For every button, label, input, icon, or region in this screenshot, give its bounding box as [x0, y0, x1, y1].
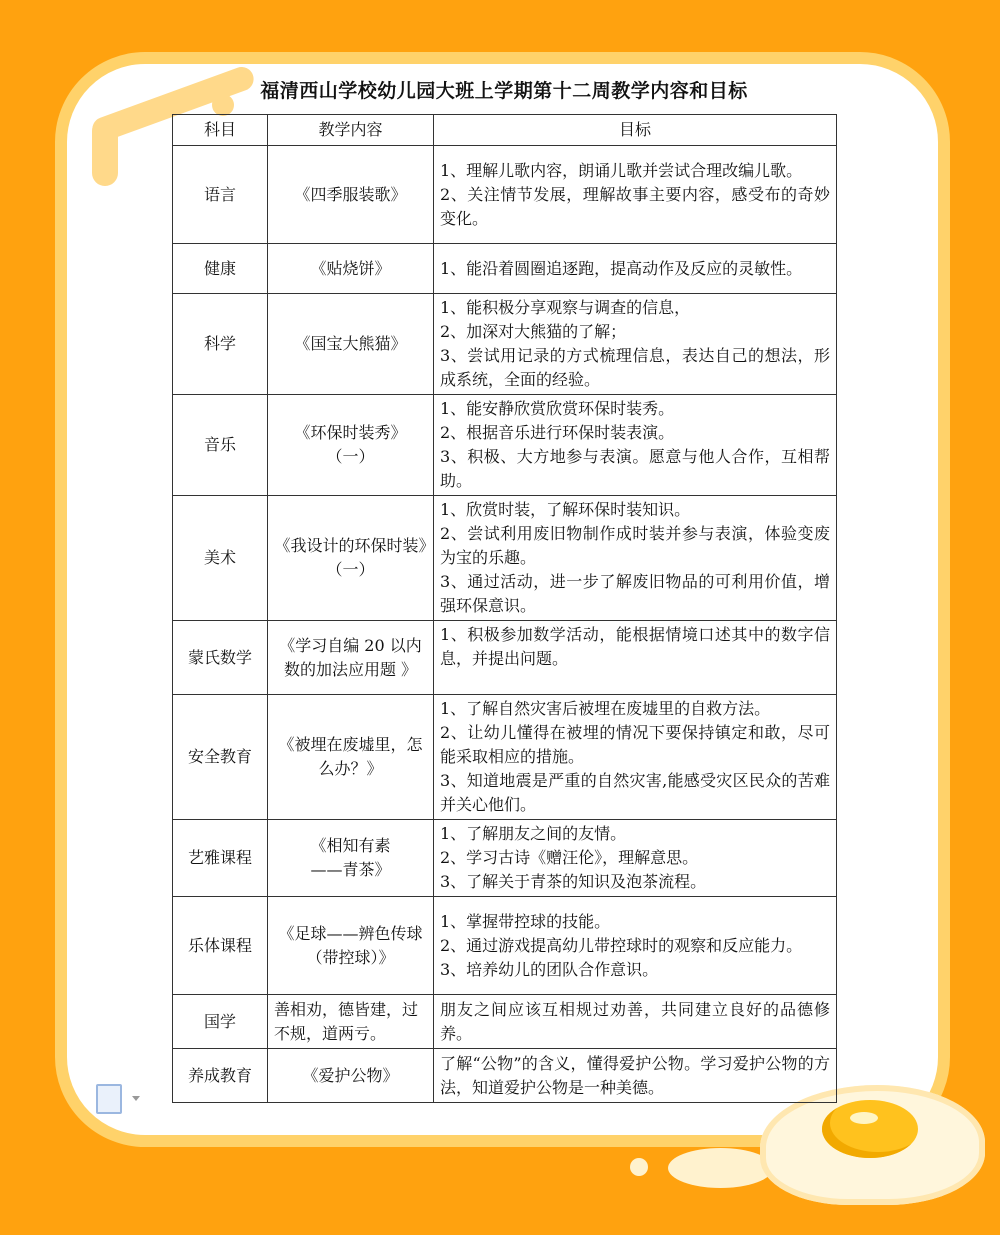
content-line: 《被埋在废墟里，怎么办？》 [278, 735, 423, 778]
subject-cell: 蒙氏数学 [173, 621, 268, 695]
goal-item: 2、让幼儿懂得在被埋的情况下要保持镇定和敢，尽可能采取相应的措施。 [440, 723, 830, 766]
goal-item: 3、通过活动，进一步了解废旧物品的可利用价值，增强环保意识。 [440, 572, 830, 615]
header-subject: 科目 [173, 115, 268, 146]
subject-cell: 养成教育 [173, 1049, 268, 1103]
content-cell [268, 496, 434, 621]
goals-cell [434, 294, 837, 395]
table-row [173, 1049, 837, 1103]
subject-cell: 乐体课程 [173, 897, 268, 995]
table-row [173, 897, 837, 995]
table-row [173, 395, 837, 496]
goal-item: 2、关注情节发展，理解故事主要内容，感受布的奇妙变化。 [440, 184, 830, 228]
decorative-dot [630, 1158, 648, 1176]
content-line: 《学习自编 20 以内数的加法应用题 》 [279, 635, 422, 679]
goal-item: 3、知道地震是严重的自然灾害,能感受灾区民众的苦难并关心他们。 [440, 771, 830, 814]
egg-white-splash [668, 1148, 773, 1188]
content-line: 《国宝大熊猫》 [294, 334, 407, 353]
content-cell [268, 244, 434, 294]
content-line: 《环保时装秀》 [294, 423, 407, 442]
dropdown-arrow-icon[interactable] [132, 1096, 140, 1101]
decorative-stroke [92, 118, 118, 186]
goals-cell [434, 995, 837, 1049]
subject-cell: 安全教育 [173, 695, 268, 820]
subject-cell: 科学 [173, 294, 268, 395]
content-line: 《我设计的环保时装》（一） [274, 536, 427, 579]
goal-item: 朋友之间应该互相规过劝善，共同建立良好的品德修养。 [440, 999, 830, 1043]
document-title: 福清西山学校幼儿园大班上学期第十二周教学内容和目标 [260, 80, 748, 102]
goal-item: 1、掌握带控球的技能。 [440, 911, 611, 931]
goal-item: 2、通过游戏提高幼儿带控球时的观察和反应能力。 [440, 935, 803, 955]
goal-item: 1、能沿着圆圈追逐跑，提高动作及反应的灵敏性。 [440, 258, 803, 278]
goals-cell [434, 820, 837, 897]
goals-cell [434, 496, 837, 621]
content-cell [268, 995, 434, 1049]
content-cell [268, 695, 434, 820]
goals-cell [434, 1049, 837, 1103]
content-cell [268, 395, 434, 496]
header-goals: 目标 [434, 115, 837, 146]
header-content: 教学内容 [268, 115, 434, 146]
table-row [173, 294, 837, 395]
content-line: 善相劝，德皆建，过不规，道两亏。 [274, 999, 419, 1043]
content-cell [268, 146, 434, 244]
goal-item: 2、根据音乐进行环保时装表演。 [440, 423, 675, 442]
content-cell [268, 294, 434, 395]
goal-item: 1、了解朋友之间的友情。 [440, 824, 627, 843]
content-line: 《爱护公物》 [302, 1065, 399, 1085]
goal-item: 1、积极参加数学活动，能根据情境口述其中的数字信息，并提出问题。 [440, 625, 830, 668]
subject-cell: 语言 [173, 146, 268, 244]
goal-item: 3、积极、大方地参与表演。愿意与他人合作，互相帮助。 [440, 447, 830, 490]
goal-item: 2、尝试利用废旧物制作成时装并参与表演，体验变废为宝的乐趣。 [440, 524, 830, 567]
goal-item: 3、培养幼儿的团队合作意识。 [440, 959, 659, 979]
goals-cell [434, 897, 837, 995]
table-row [173, 695, 837, 820]
goals-cell [434, 395, 837, 496]
content-cell [268, 897, 434, 995]
goals-cell [434, 695, 837, 820]
content-line: （一） [326, 447, 375, 466]
content-line: 《四季服装歌》 [294, 184, 407, 204]
content-cell [268, 1049, 434, 1103]
goal-item: 1、能安静欣赏欣赏环保时装秀。 [440, 399, 675, 418]
goal-item: 2、学习古诗《赠汪伦》，理解意思。 [440, 848, 699, 867]
content-cell [268, 820, 434, 897]
goal-item: 1、理解儿歌内容，朗诵儿歌并尝试合理改编儿歌。 [440, 160, 803, 180]
document-icon[interactable] [96, 1084, 122, 1114]
goals-cell [434, 146, 837, 244]
subject-cell: 国学 [173, 995, 268, 1049]
goal-item: 3、了解关于青茶的知识及泡茶流程。 [440, 872, 707, 891]
subject-cell: 音乐 [173, 395, 268, 496]
table-row [173, 146, 837, 244]
content-line: ——青茶》 [310, 860, 391, 879]
goal-item: 了解“公物”的含义，懂得爱护公物。学习爱护公物的方法，知道爱护公物是一种美德。 [440, 1053, 830, 1097]
goal-item: 1、了解自然灾害后被埋在废墟里的自救方法。 [440, 699, 771, 718]
table-row [173, 496, 837, 621]
egg-yolk-highlight [850, 1112, 878, 1124]
table-row [173, 820, 837, 897]
content-line: 《足球——辨色传球（带控球）》 [278, 923, 423, 967]
table-row [173, 621, 837, 695]
subject-cell: 美术 [173, 496, 268, 621]
table-row [173, 244, 837, 294]
table-header-row [173, 115, 837, 146]
content-cell [268, 621, 434, 695]
egg-yolk [822, 1100, 918, 1158]
goal-item: 1、欣赏时装，了解环保时装知识。 [440, 500, 691, 519]
goals-cell [434, 244, 837, 294]
content-line: 《相知有素 [310, 836, 391, 855]
teaching-plan-table [172, 114, 837, 1103]
content-line: 《贴烧饼》 [310, 258, 391, 278]
goal-item: 1、能积极分享观察与调查的信息， [440, 298, 691, 317]
goal-item: 2、加深对大熊猫的了解； [440, 322, 627, 341]
subject-cell: 艺雅课程 [173, 820, 268, 897]
goal-item: 3、尝试用记录的方式梳理信息，表达自己的想法，形成系统，全面的经验。 [440, 346, 830, 389]
goals-cell [434, 621, 837, 695]
table-row [173, 995, 837, 1049]
subject-cell: 健康 [173, 244, 268, 294]
